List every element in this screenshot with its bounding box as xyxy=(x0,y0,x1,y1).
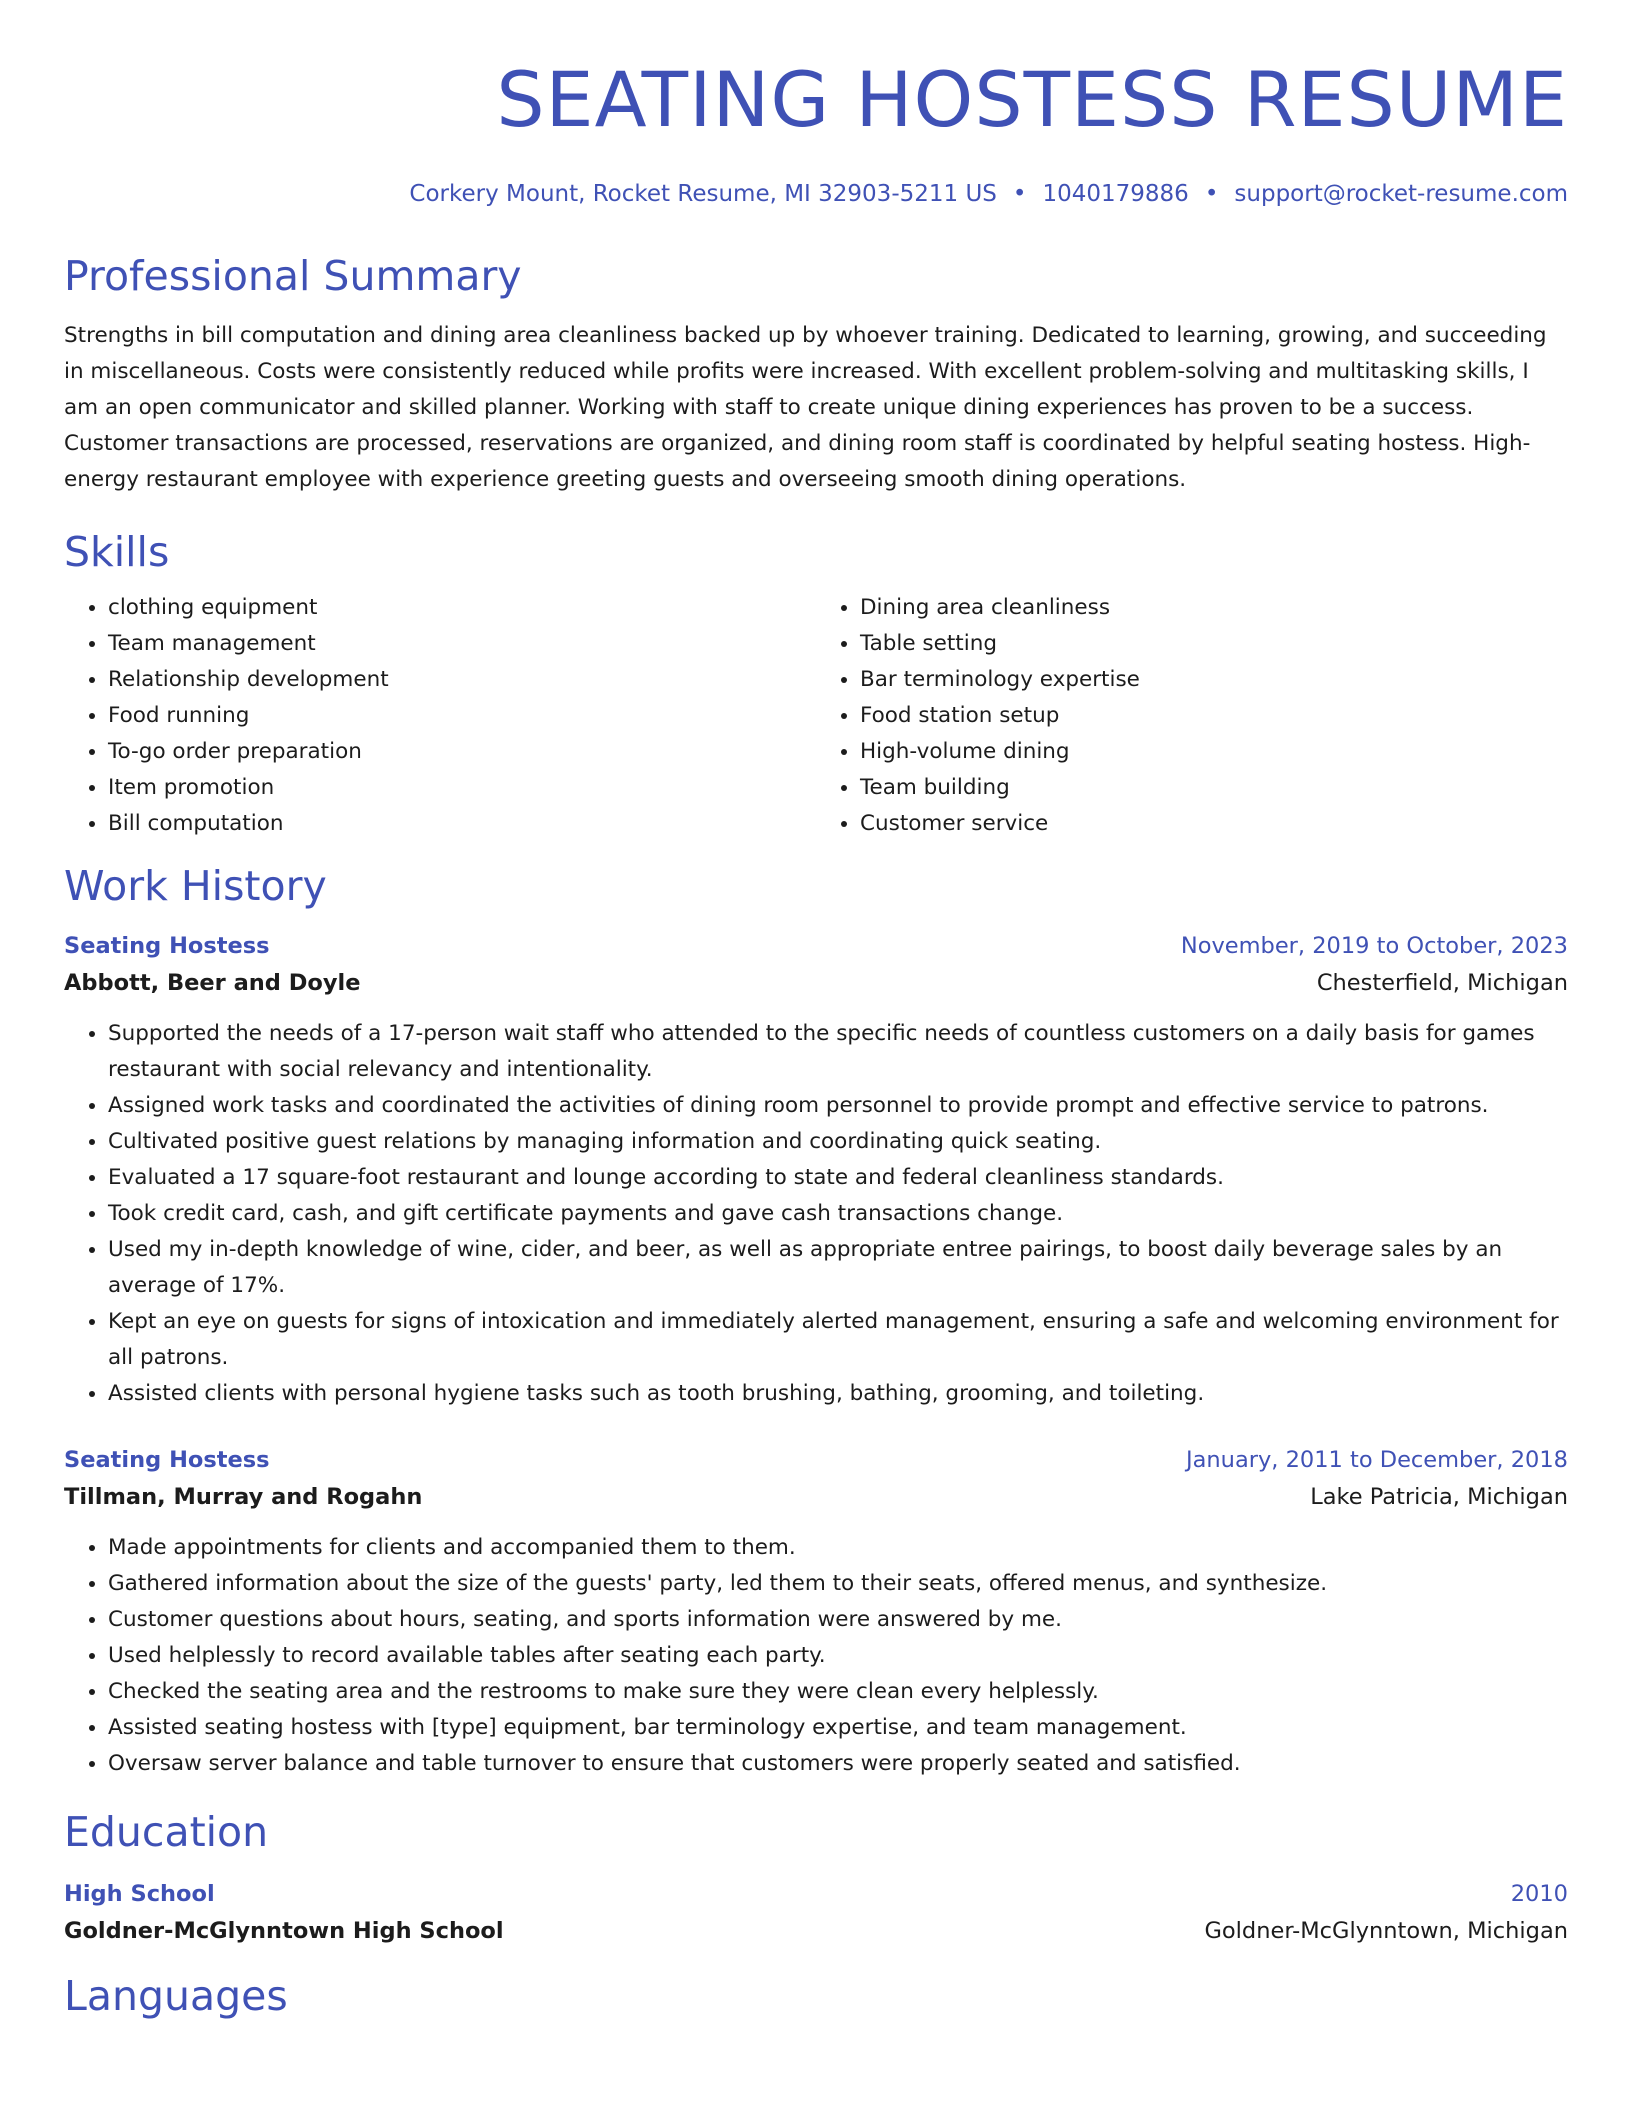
job-location: Chesterfield, Michigan xyxy=(1316,970,1568,996)
resume-title: SEATING HOSTESS RESUME xyxy=(496,55,1568,144)
summary-section xyxy=(64,248,1568,498)
job-bullet: • Gathered information about the size of the guests' party, led them to their seats, offered menus, and synthesize. xyxy=(108,1566,1568,1602)
job-bullet: • Supported the needs of a 17-person wait staff who attended to the specific needs of countless customers on a daily basis for games restaurant with social relevancy and intentionality. xyxy=(108,1016,1568,1088)
education-entry xyxy=(64,1876,1568,1950)
job-bullet: • Cultivated positive guest relations by managing information and coordinating quick seating. xyxy=(108,1124,1568,1160)
languages-heading: Languages xyxy=(64,1972,288,2020)
contact-email[interactable]: support@rocket-resume.com xyxy=(1234,181,1568,207)
education-year: 2010 xyxy=(1510,1881,1568,1907)
work-history-section xyxy=(64,858,1568,1782)
job-bullet: • Customer questions about hours, seating, and sports information were answered by me. xyxy=(108,1602,1568,1638)
contact-line xyxy=(64,178,1568,210)
job-dates: November, 2019 to October, 2023 xyxy=(1180,933,1568,959)
job-role: Seating Hostess xyxy=(64,1447,270,1473)
work-history-heading: Work History xyxy=(64,862,327,910)
job-location: Lake Patricia, Michigan xyxy=(1310,1484,1568,1510)
job-bullet: • Assisted seating hostess with [type] equipment, bar terminology expertise, and team management. xyxy=(108,1710,1568,1746)
summary-heading: Professional Summary xyxy=(64,252,522,300)
skills-columns xyxy=(64,590,1568,842)
job-bullet: • Evaluated a 17 square-foot restaurant and lounge according to state and federal cleanliness standards. xyxy=(108,1160,1568,1196)
job-company: Tillman, Murray and Rogahn xyxy=(64,1484,423,1510)
job-entry xyxy=(64,1442,1568,1782)
skills-heading: Skills xyxy=(64,528,170,576)
job-bullet: • Checked the seating area and the restrooms to make sure they were clean every helplessly. xyxy=(108,1674,1568,1710)
job-bullet: • Made appointments for clients and accompanied them to them. xyxy=(108,1530,1568,1566)
contact-phone: 1040179886 xyxy=(1042,181,1189,207)
job-entry xyxy=(64,928,1568,1412)
job-bullets xyxy=(64,1016,1568,1412)
contact-address: Corkery Mount, Rocket Resume, MI 32903-5211 US xyxy=(409,181,997,207)
skill-item: • Bill computation xyxy=(108,806,816,842)
skill-item: • Team building xyxy=(860,770,1568,806)
job-bullet: • Kept an eye on guests for signs of intoxication and immediately alerted management, ensuring a safe and welcoming environment for all patrons. xyxy=(108,1304,1568,1376)
skill-item: • High-volume dining xyxy=(860,734,1568,770)
education-location: Goldner-McGlynntown, Michigan xyxy=(1204,1918,1568,1944)
contact-separator: • xyxy=(1204,181,1219,207)
skill-item: • Table setting xyxy=(860,626,1568,662)
skill-item: • To-go order preparation xyxy=(108,734,816,770)
job-role: Seating Hostess xyxy=(64,933,270,959)
skill-item: • clothing equipment xyxy=(108,590,816,626)
languages-section xyxy=(64,1968,1568,2024)
skills-section xyxy=(64,524,1568,842)
job-bullet: • Used my in-depth knowledge of wine, cider, and beer, as well as appropriate entree pairings, to boost daily beverage sales by an average of 17%. xyxy=(108,1232,1568,1304)
job-bullets xyxy=(64,1530,1568,1782)
job-bullet: • Used helplessly to record available tables after seating each party. xyxy=(108,1638,1568,1674)
skill-item: • Dining area cleanliness xyxy=(860,590,1568,626)
education-degree: High School xyxy=(64,1881,215,1907)
job-bullet: • Assisted clients with personal hygiene tasks such as tooth brushing, bathing, grooming, and toileting. xyxy=(108,1376,1568,1412)
contact-separator: • xyxy=(1012,181,1027,207)
skill-item: • Food running xyxy=(108,698,816,734)
job-dates: January, 2011 to December, 2018 xyxy=(1186,1447,1568,1473)
skill-item: • Customer service xyxy=(860,806,1568,842)
education-heading: Education xyxy=(64,1808,269,1856)
job-bullet: • Oversaw server balance and table turnover to ensure that customers were properly seated and satisfied. xyxy=(108,1746,1568,1782)
summary-text: Strengths in bill computation and dining area cleanliness backed up by whoever training. Dedicated to learning, growing, and succeeding in miscellaneous. Costs were consistently reduced while profits were increased. With excellent problem-solving and multitasking skills, I am an open communicator and skilled planner. Working with staff to create unique dining experiences has proven to be a success. Customer transactions are processed, reservations are organized, and dining room staff is coordinated by helpful seating hostess. High-energy restaurant employee with experience greeting guests and overseeing smooth dining operations. xyxy=(64,323,1547,492)
skill-item: • Relationship development xyxy=(108,662,816,698)
job-bullet: • Took credit card, cash, and gift certificate payments and gave cash transactions change. xyxy=(108,1196,1568,1232)
skills-list-left xyxy=(64,590,816,842)
job-bullet: • Assigned work tasks and coordinated the activities of dining room personnel to provide prompt and effective service to patrons. xyxy=(108,1088,1568,1124)
skill-item: • Food station setup xyxy=(860,698,1568,734)
skill-item: • Item promotion xyxy=(108,770,816,806)
education-section xyxy=(64,1804,1568,1950)
resume-header xyxy=(64,0,1568,210)
job-company: Abbott, Beer and Doyle xyxy=(64,970,361,996)
skill-item: • Bar terminology expertise xyxy=(860,662,1568,698)
education-school: Goldner-McGlynntown High School xyxy=(64,1918,504,1944)
skill-item: • Team management xyxy=(108,626,816,662)
skills-list-right xyxy=(816,590,1568,842)
